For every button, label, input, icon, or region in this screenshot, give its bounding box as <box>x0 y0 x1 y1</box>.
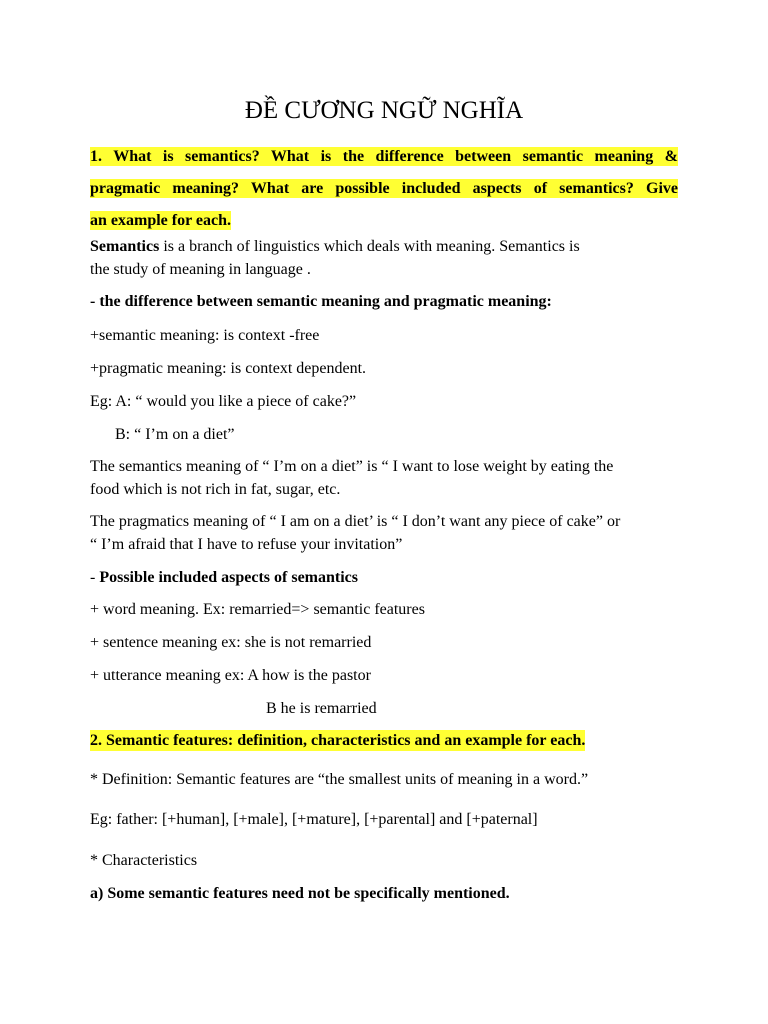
difference-heading-text: the difference between semantic meaning and pragmatic meaning: <box>99 293 552 310</box>
aspects-heading-text: Possible included aspects of semantics <box>99 569 358 586</box>
difference-heading <box>90 290 680 313</box>
highlighted-text: pragmatic meaning? What are possible included aspects of semantics? Give <box>90 180 678 197</box>
pragmatic-meaning-line: +pragmatic meaning: is context dependent. <box>90 360 367 377</box>
semantics-meaning-line-2: food which is not rich in fat, sugar, etc. <box>90 481 341 498</box>
definition-line: * Definition: Semantic features are “the smallest units of meaning in a word.” <box>90 771 589 788</box>
aspect-item: + word meaning. Ex: remarried=> semantic features <box>90 601 425 618</box>
highlighted-text: 1. What is semantics? What is the difference between semantic meaning & <box>90 148 678 165</box>
pragmatics-meaning-line-2: “ I’m afraid that I have to refuse your invitation” <box>90 536 403 553</box>
semantics-meaning-line-1: The semantics meaning of “ I’m on a diet” is “ I want to lose weight by eating the <box>90 458 614 475</box>
aspect-item: + utterance meaning ex: A how is the pastor <box>90 667 371 684</box>
example-b-line: B: “ I’m on a diet” <box>115 426 235 443</box>
characteristics-heading: * Characteristics <box>90 852 198 869</box>
semantics-definition-line-2: the study of meaning in language . <box>90 261 311 278</box>
aspects-heading <box>90 566 680 589</box>
aspect-item: B he is remarried <box>266 700 377 717</box>
semantics-term: Semantics <box>90 238 160 255</box>
pragmatics-meaning-line-1: The pragmatics meaning of “ I am on a diet’ is “ I don’t want any piece of cake” or <box>90 513 621 530</box>
semantic-meaning-line: +semantic meaning: is context -free <box>90 327 320 344</box>
example-father-line: Eg: father: [+human], [+male], [+mature], [+parental] and [+paternal] <box>90 811 538 828</box>
semantics-definition <box>90 235 680 281</box>
question-1-heading <box>90 141 678 237</box>
highlighted-text: an example for each. <box>90 212 232 229</box>
page-title: ĐỀ CƯƠNG NGỮ NGHĨA <box>244 97 524 124</box>
pragmatics-meaning-paragraph <box>90 510 680 556</box>
example-a-line: Eg: A: “ would you like a piece of cake?” <box>90 393 357 410</box>
question-2-heading <box>90 728 585 754</box>
aspect-item: + sentence meaning ex: she is not remarried <box>90 634 372 651</box>
semantics-meaning-paragraph <box>90 455 680 501</box>
semantics-definition-line-1: is a branch of linguistics which deals with meaning. Semantics is <box>163 238 580 255</box>
dash: - <box>90 293 100 310</box>
question-1-line <box>90 173 678 205</box>
point-a-line: a) Some semantic features need not be specifically mentioned. <box>90 885 510 902</box>
highlighted-text: 2. Semantic features: definition, characteristics and an example for each. <box>90 732 586 749</box>
dash: - <box>90 569 100 586</box>
question-1-line <box>90 141 678 173</box>
question-1-line <box>90 205 678 237</box>
